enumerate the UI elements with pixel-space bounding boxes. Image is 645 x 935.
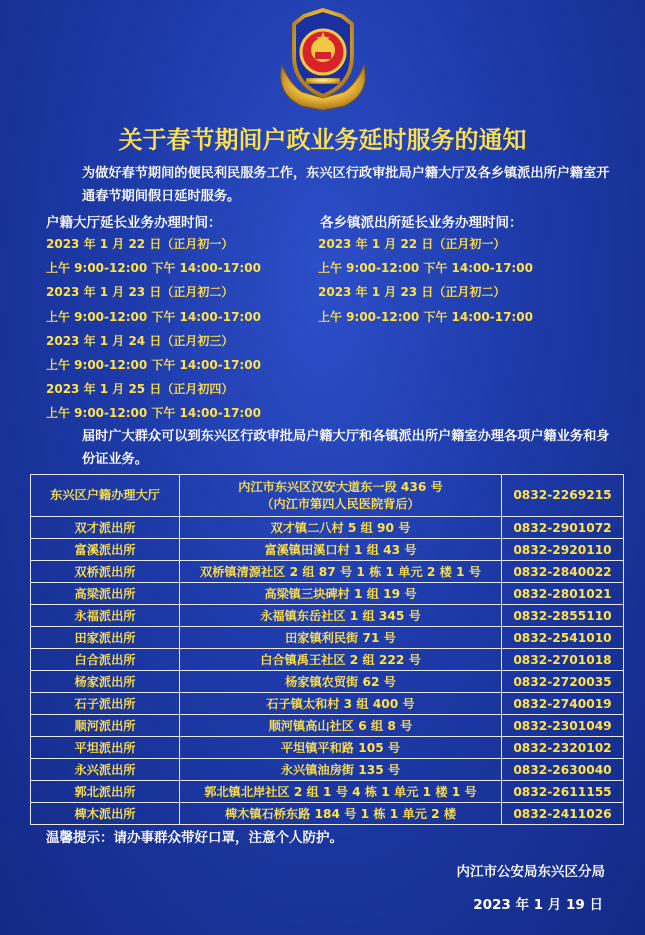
office-phone: 0832-2411026 (502, 803, 624, 825)
intro-text: 为做好春节期间的便民利民服务工作，东兴区行政审批局户籍大厅及各乡镇派出所户籍室开通春节期间假日延时服务。 (82, 166, 610, 204)
office-address: 双才镇二八村 5 组 90 号 (180, 517, 502, 539)
schedule-line: 上午 9:00-12:00 下午 14:00-17:00 (318, 309, 533, 324)
office-phone: 0832-2630040 (502, 759, 624, 781)
office-phone: 0832-2920110 (502, 539, 624, 561)
office-name: 富溪派出所 (31, 539, 180, 561)
office-phone: 0832-2901072 (502, 517, 624, 539)
tip-text: 温馨提示：请办事群众带好口罩，注意个人防护。 (46, 830, 343, 846)
office-address: 永兴镇油房街 135 号 (180, 759, 502, 781)
office-address: 顺河镇高山社区 6 组 8 号 (180, 715, 502, 737)
office-phone: 0832-2855110 (502, 605, 624, 627)
schedule-line: 2023 年 1 月 24 日（正月初三） (46, 333, 234, 348)
office-address: 永福镇东岳社区 1 组 345 号 (180, 605, 502, 627)
office-address-line: 内江市东兴区汉安大道东一段 436 号 (238, 479, 443, 494)
table-row (31, 517, 624, 539)
office-address: 双桥镇清源社区 2 组 87 号 1 栋 1 单元 2 楼 1 号 (180, 561, 502, 583)
office-name: 永福派出所 (31, 605, 180, 627)
office-address: 椑木镇石桥东路 184 号 1 栋 1 单元 2 楼 (180, 803, 502, 825)
office-phone: 0832-2320102 (502, 737, 624, 759)
page-title: 关于春节期间户政业务延时服务的通知 (118, 125, 527, 154)
office-address (180, 475, 502, 517)
office-address-note: （内江市第四人民医院背后） (261, 496, 420, 511)
office-address: 石子镇太和村 3 组 400 号 (180, 693, 502, 715)
table-row (31, 475, 624, 517)
office-table (30, 474, 624, 825)
table-row (31, 561, 624, 583)
schedule-line: 上午 9:00-12:00 下午 14:00-17:00 (46, 358, 261, 373)
office-name: 顺河派出所 (31, 715, 180, 737)
intro-paragraph (46, 162, 611, 208)
office-name: 郭北派出所 (31, 781, 180, 803)
table-row (31, 627, 624, 649)
office-phone: 0832-2740019 (502, 693, 624, 715)
right-schedule (318, 232, 533, 329)
left-schedule (46, 232, 261, 426)
table-row (31, 781, 624, 803)
office-name: 平坦派出所 (31, 737, 180, 759)
office-phone: 0832-2611155 (502, 781, 624, 803)
office-name: 双才派出所 (31, 517, 180, 539)
office-phone: 0832-2301049 (502, 715, 624, 737)
schedule-line: 2023 年 1 月 22 日（正月初一） (318, 237, 506, 251)
table-row (31, 583, 624, 605)
schedule-line: 2023 年 1 月 23 日（正月初二） (46, 285, 234, 300)
schedule-line: 上午 9:00-12:00 下午 14:00-17:00 (46, 261, 261, 276)
office-phone: 0832-2840022 (502, 561, 624, 583)
office-name: 田家派出所 (31, 627, 180, 649)
right-column-heading: 各乡镇派出所延长业务办理时间： (320, 215, 523, 231)
office-address: 郭北镇北岸社区 2 组 1 号 4 栋 1 单元 1 楼 1 号 (180, 781, 502, 803)
office-name: 双桥派出所 (31, 561, 180, 583)
notice-paragraph (46, 425, 611, 471)
table-row (31, 671, 624, 693)
table-row (31, 737, 624, 759)
office-address: 田家镇利民街 71 号 (180, 627, 502, 649)
schedule-line: 上午 9:00-12:00 下午 14:00-17:00 (318, 261, 533, 276)
signature: 内江市公安局东兴区分局 (456, 864, 605, 880)
table-row (31, 605, 624, 627)
schedule-line: 上午 9:00-12:00 下午 14:00-17:00 (46, 309, 261, 324)
left-column-heading: 户籍大厅延长业务办理时间： (46, 215, 222, 231)
table-row (31, 539, 624, 561)
table-row (31, 759, 624, 781)
office-phone: 0832-2720035 (502, 671, 624, 693)
table-row (31, 803, 624, 825)
schedule-line: 2023 年 1 月 23 日（正月初二） (318, 285, 506, 300)
office-address: 白合镇禹王社区 2 组 222 号 (180, 649, 502, 671)
table-row (31, 649, 624, 671)
office-name: 高梁派出所 (31, 583, 180, 605)
office-address: 平坦镇平和路 105 号 (180, 737, 502, 759)
police-emblem-icon (272, 6, 374, 112)
table-row (31, 693, 624, 715)
table-row (31, 715, 624, 737)
office-name: 东兴区户籍办理大厅 (31, 475, 180, 517)
office-name: 椑木派出所 (31, 803, 180, 825)
office-phone: 0832-2541010 (502, 627, 624, 649)
office-address: 高梁镇三块碑村 1 组 19 号 (180, 583, 502, 605)
office-name: 永兴派出所 (31, 759, 180, 781)
office-name: 石子派出所 (31, 693, 180, 715)
office-phone: 0832-2701018 (502, 649, 624, 671)
notice-text: 届时广大群众可以到东兴区行政审批局户籍大厅和各镇派出所户籍室办理各项户籍业务和身份证业务。 (82, 429, 610, 467)
office-address: 杨家镇农贸街 62 号 (180, 671, 502, 693)
office-name: 白合派出所 (31, 649, 180, 671)
office-address: 富溪镇田溪口村 1 组 43 号 (180, 539, 502, 561)
office-phone: 0832-2801021 (502, 583, 624, 605)
schedule-line: 上午 9:00-12:00 下午 14:00-17:00 (46, 406, 261, 421)
schedule-line: 2023 年 1 月 25 日（正月初四） (46, 382, 234, 397)
schedule-line: 2023 年 1 月 22 日（正月初一） (46, 237, 234, 251)
office-name: 杨家派出所 (31, 671, 180, 693)
issue-date: 2023 年 1 月 19 日 (473, 897, 603, 913)
office-phone: 0832-2269215 (502, 475, 624, 517)
